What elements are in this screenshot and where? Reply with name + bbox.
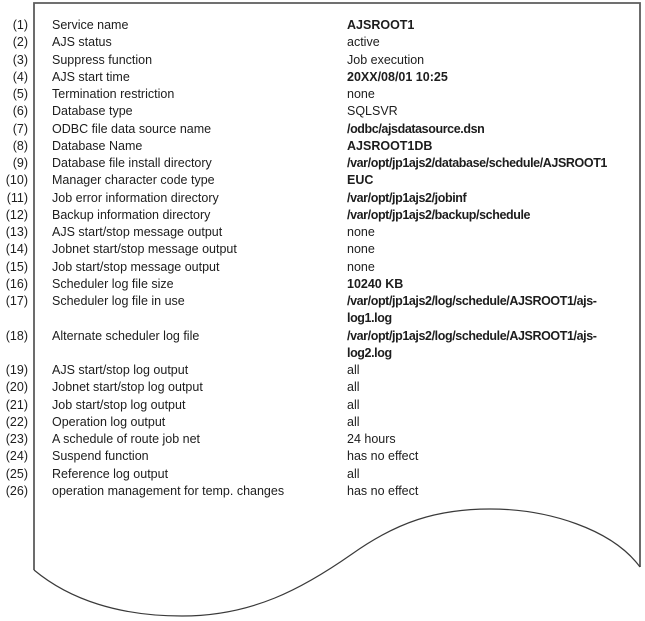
parameter-row <box>0 121 645 138</box>
row-label: AJS status <box>52 35 112 50</box>
row-value: has no effect <box>347 483 419 498</box>
row-label: Job start/stop log output <box>52 397 186 412</box>
row-value: /var/opt/jp1ajs2/log/schedule/AJSROOT1/ajs- log1.log <box>347 294 597 326</box>
row-gap <box>28 362 52 379</box>
parameter-row <box>0 241 645 258</box>
row-gap <box>28 276 52 293</box>
row-label: Scheduler log file in use <box>52 294 185 308</box>
row-number: (13) <box>5 225 28 239</box>
parameter-row <box>0 224 645 241</box>
parameter-row <box>0 293 645 328</box>
row-number: (21) <box>5 397 28 412</box>
row-gap <box>28 379 52 396</box>
parameter-row <box>0 483 645 500</box>
row-number: (25) <box>5 466 28 481</box>
row-value: /var/opt/jp1ajs2/database/schedule/AJSROOT1 <box>347 156 607 170</box>
row-number: (23) <box>5 432 28 446</box>
row-label: Database Name <box>52 138 143 153</box>
row-gap <box>28 414 52 431</box>
row-number: (15) <box>5 259 28 274</box>
row-label: Reference log output <box>52 466 169 481</box>
parameter-row <box>0 155 645 172</box>
row-number: (10) <box>5 173 28 188</box>
row-label: operation management for temp. changes <box>52 483 285 498</box>
parameter-row <box>0 379 645 396</box>
row-value: SQLSVR <box>347 104 398 119</box>
row-number: (24) <box>5 449 28 464</box>
row-value: all <box>347 414 360 429</box>
row-value: /odbc/ajsdatasource.dsn <box>347 121 485 136</box>
row-number: (22) <box>5 414 28 429</box>
row-gap <box>28 172 52 189</box>
row-number: (16) <box>5 276 28 291</box>
row-value: EUC <box>347 173 374 188</box>
row-number: (14) <box>5 242 28 257</box>
row-number: (3) <box>12 52 28 67</box>
row-label: Manager character code type <box>52 173 215 188</box>
parameter-row <box>0 207 645 224</box>
parameter-row <box>0 276 645 293</box>
parameter-row <box>0 328 645 363</box>
parameter-row <box>0 414 645 431</box>
row-number: (26) <box>5 483 28 498</box>
row-number: (6) <box>12 104 28 119</box>
row-gap <box>28 52 52 69</box>
row-value: has no effect <box>347 449 419 464</box>
row-gap <box>28 448 52 465</box>
row-value: AJSROOT1DB <box>347 138 433 153</box>
row-label: Suspend function <box>52 449 149 464</box>
row-number: (9) <box>12 156 28 170</box>
row-label: Job start/stop message output <box>52 259 220 274</box>
row-value: all <box>347 363 360 377</box>
row-gap <box>28 207 52 224</box>
row-label: Database type <box>52 104 133 119</box>
row-value: all <box>347 466 360 481</box>
row-number: (5) <box>12 87 28 101</box>
row-label: Backup information directory <box>52 207 211 222</box>
row-gap <box>28 34 52 51</box>
row-label: Jobnet start/stop message output <box>52 242 237 257</box>
row-label: Scheduler log file size <box>52 276 174 291</box>
row-value: /var/opt/jp1ajs2/log/schedule/AJSROOT1/ajs- log2.log <box>347 328 597 360</box>
row-label: Alternate scheduler log file <box>52 328 200 343</box>
parameter-row <box>0 448 645 465</box>
parameter-row <box>0 52 645 69</box>
parameter-row <box>0 466 645 483</box>
row-value: AJSROOT1 <box>347 18 415 32</box>
row-label: AJS start/stop log output <box>52 363 189 377</box>
row-gap <box>28 155 52 172</box>
parameter-row <box>0 138 645 155</box>
row-value: none <box>347 259 375 274</box>
row-label: AJS start/stop message output <box>52 225 223 239</box>
row-gap <box>28 190 52 207</box>
row-number: (4) <box>12 69 28 84</box>
row-label: A schedule of route job net <box>52 432 201 446</box>
row-gap <box>28 138 52 155</box>
row-gap <box>28 397 52 414</box>
row-value: active <box>347 35 380 50</box>
row-label: Suppress function <box>52 52 153 67</box>
row-gap <box>28 328 52 363</box>
row-number: (8) <box>12 138 28 153</box>
row-gap <box>28 86 52 103</box>
row-gap <box>28 293 52 328</box>
row-number: (11) <box>6 190 28 205</box>
row-number: (7) <box>12 121 28 136</box>
row-gap <box>28 103 52 120</box>
row-value: 24 hours <box>347 432 396 446</box>
row-number: (19) <box>5 363 28 377</box>
row-value: none <box>347 225 375 239</box>
row-label: Termination restriction <box>52 87 175 101</box>
row-label: Database file install directory <box>52 156 212 170</box>
row-value: /var/opt/jp1ajs2/backup/schedule <box>347 207 531 222</box>
row-value: all <box>347 380 360 395</box>
row-number: (18) <box>5 328 28 343</box>
row-gap <box>28 17 52 34</box>
row-label: ODBC file data source name <box>52 121 212 136</box>
row-label: AJS start time <box>52 69 130 84</box>
row-number: (1) <box>12 18 28 32</box>
row-gap <box>28 483 52 500</box>
row-number: (12) <box>5 207 28 222</box>
row-value: none <box>347 242 375 257</box>
row-label: Job error information directory <box>52 190 219 205</box>
parameter-row <box>0 34 645 51</box>
row-gap <box>28 259 52 276</box>
parameter-row <box>0 17 645 34</box>
row-number: (20) <box>5 380 28 395</box>
row-value: Job execution <box>347 52 425 67</box>
parameter-row <box>0 172 645 189</box>
parameter-row <box>0 69 645 86</box>
parameter-row <box>0 362 645 379</box>
row-value: none <box>347 87 375 101</box>
row-value: /var/opt/jp1ajs2/jobinf <box>347 190 467 205</box>
parameter-row <box>0 86 645 103</box>
row-gap <box>28 431 52 448</box>
row-value: all <box>347 397 360 412</box>
row-gap <box>28 241 52 258</box>
row-label: Jobnet start/stop log output <box>52 380 203 395</box>
row-value: 20XX/08/01 10:25 <box>347 69 448 84</box>
row-number: (17) <box>5 294 28 308</box>
parameter-row <box>0 259 645 276</box>
row-gap <box>28 224 52 241</box>
parameter-row <box>0 103 645 120</box>
row-gap <box>28 466 52 483</box>
row-gap <box>28 121 52 138</box>
row-number: (2) <box>12 35 28 50</box>
parameter-row <box>0 397 645 414</box>
torn-bottom-edge-icon <box>34 509 640 616</box>
parameter-row <box>0 431 645 448</box>
row-gap <box>28 69 52 86</box>
row-label: Service name <box>52 18 129 32</box>
row-label: Operation log output <box>52 414 166 429</box>
row-value: 10240 KB <box>347 276 404 291</box>
parameter-row <box>0 190 645 207</box>
